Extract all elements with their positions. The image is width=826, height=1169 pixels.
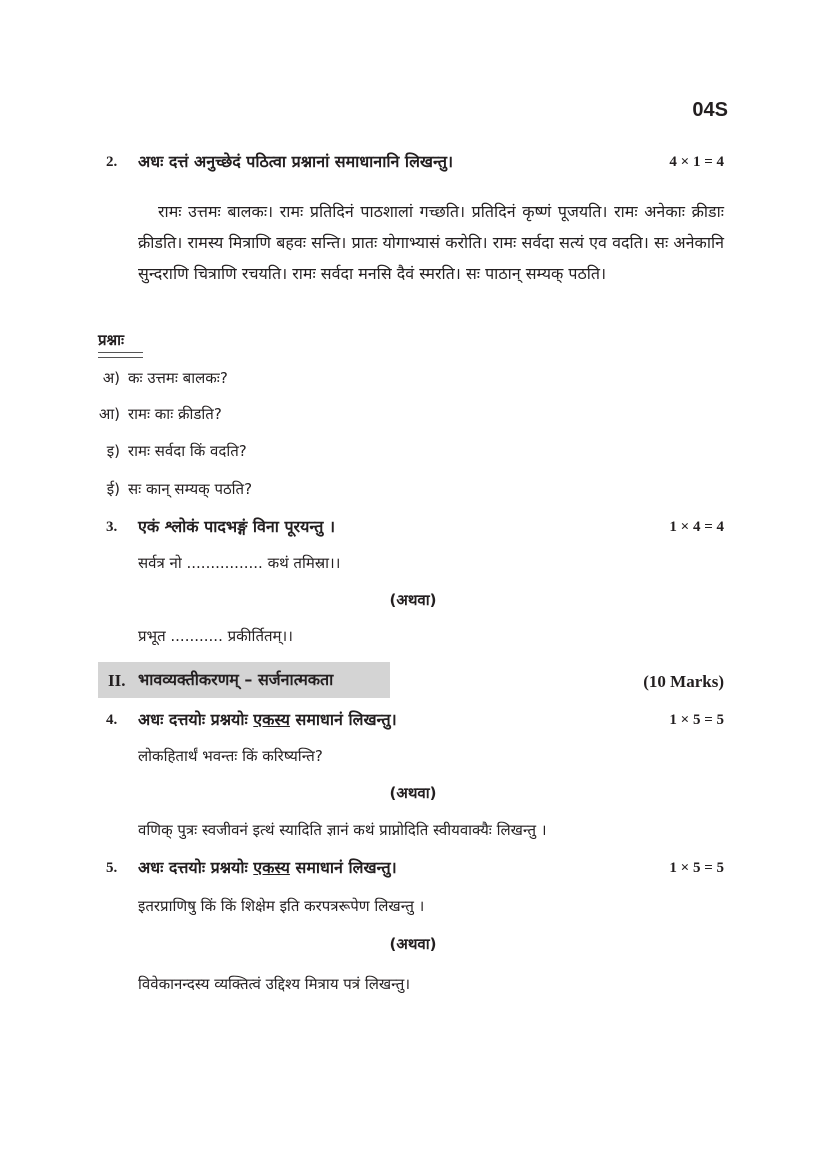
q4-instruction-part2: समाधानं लिखन्तु। — [295, 710, 397, 729]
q4-instruction-underlined: एकस्य — [253, 710, 290, 729]
q2-subquestion-i — [80, 441, 247, 461]
subquestion-label: आ) — [98, 405, 120, 423]
subquestion-label: इ) — [106, 442, 120, 460]
q3-verse-2: प्रभूत ........... प्रकीर्तितम्।। — [138, 627, 293, 645]
subquestion-text: कः उत्तमः बालकः? — [128, 369, 228, 387]
q5-option-1: इतरप्राणिषु किं किं शिक्षेम इति करपत्ररूपेण लिखन्तु । — [138, 897, 425, 915]
q4-marks: 1 × 5 = 5 — [669, 712, 724, 728]
questions-heading: प्रश्नाः — [98, 331, 125, 349]
q3-marks: 1 × 4 = 4 — [669, 519, 724, 535]
q2-marks: 4 × 1 = 4 — [669, 154, 724, 170]
q3-verse-1: सर्वत्र नो ................ कथं तमिस्रा।। — [138, 554, 341, 572]
q3-or: (अथवा) — [389, 591, 437, 609]
q4-instruction-part1: अधः दत्तयोः प्रश्नयोः — [138, 710, 248, 729]
q4-option-1: लोकहितार्थं भवन्तः किं करिष्यन्ति? — [138, 747, 323, 765]
page-code: 04S — [692, 99, 728, 121]
q2-instruction: अधः दत्तं अनुच्छेदं पठित्वा प्रश्नानां समाधानानि लिखन्तु। — [138, 152, 454, 171]
q5-instruction-underlined: एकस्य — [253, 858, 290, 877]
q5-number: 5. — [106, 860, 118, 876]
section-marks: (10 Marks) — [643, 672, 724, 691]
section-title: भावव्यक्तीकरणम् – सर्जनात्मकता — [138, 670, 334, 689]
q2-subquestion-a — [80, 368, 228, 388]
q5-or: (अथवा) — [389, 935, 437, 953]
subquestion-label: ई) — [106, 480, 120, 498]
q2-number: 2. — [106, 154, 118, 170]
q5-instruction — [138, 856, 397, 878]
questions-heading-underline — [98, 352, 143, 358]
subquestion-text: रामः सर्वदा किं वदति? — [128, 442, 247, 460]
q5-option-2: विवेकानन्दस्य व्यक्तित्वं उद्दिश्य मित्राय पत्रं लिखन्तु। — [138, 975, 411, 993]
q4-option-2: वणिक् पुत्रः स्वजीवनं इत्थं स्यादिति ज्ञानं कथं प्राप्नोदिति स्वीयवाक्यैः लिखन्तु । — [138, 821, 547, 839]
section-number: II. — [108, 671, 126, 690]
q2-subquestion-aa — [80, 404, 222, 424]
q2-passage — [138, 196, 724, 289]
q3-instruction: एकं श्लोकं पादभङ्गं विना पूरयन्तु । — [138, 517, 336, 536]
q5-instruction-part1: अधः दत्तयोः प्रश्नयोः — [138, 858, 248, 877]
q5-instruction-part2: समाधानं लिखन्तु। — [295, 858, 397, 877]
q4-or: (अथवा) — [389, 784, 437, 802]
q2-passage-text: रामः उत्तमः बालकः। रामः प्रतिदिनं पाठशालां गच्छति। प्रतिदिनं कृष्णं पूजयति। रामः अनेकाः क्रीडाः क्रीडति। रामस्य मित्राणि बहवः सन्ति। प्रातः योगाभ्यासं करोति। रामः सर्वदा सत्यं एव वदति। सः अनेकानि सुन्दराणि चित्राणि रचयति। रामः सर्वदा मनसि दैवं स्मरति। सः पाठान् सम्यक् पठति। — [138, 202, 724, 283]
q4-instruction — [138, 708, 397, 730]
subquestion-label: अ) — [102, 369, 120, 387]
subquestion-text: रामः काः क्रीडति? — [128, 405, 222, 423]
q5-marks: 1 × 5 = 5 — [669, 860, 724, 876]
q4-number: 4. — [106, 712, 118, 728]
q2-subquestion-ii — [80, 479, 252, 499]
subquestion-text: सः कान् सम्यक् पठति? — [128, 480, 253, 498]
q3-number: 3. — [106, 519, 118, 535]
